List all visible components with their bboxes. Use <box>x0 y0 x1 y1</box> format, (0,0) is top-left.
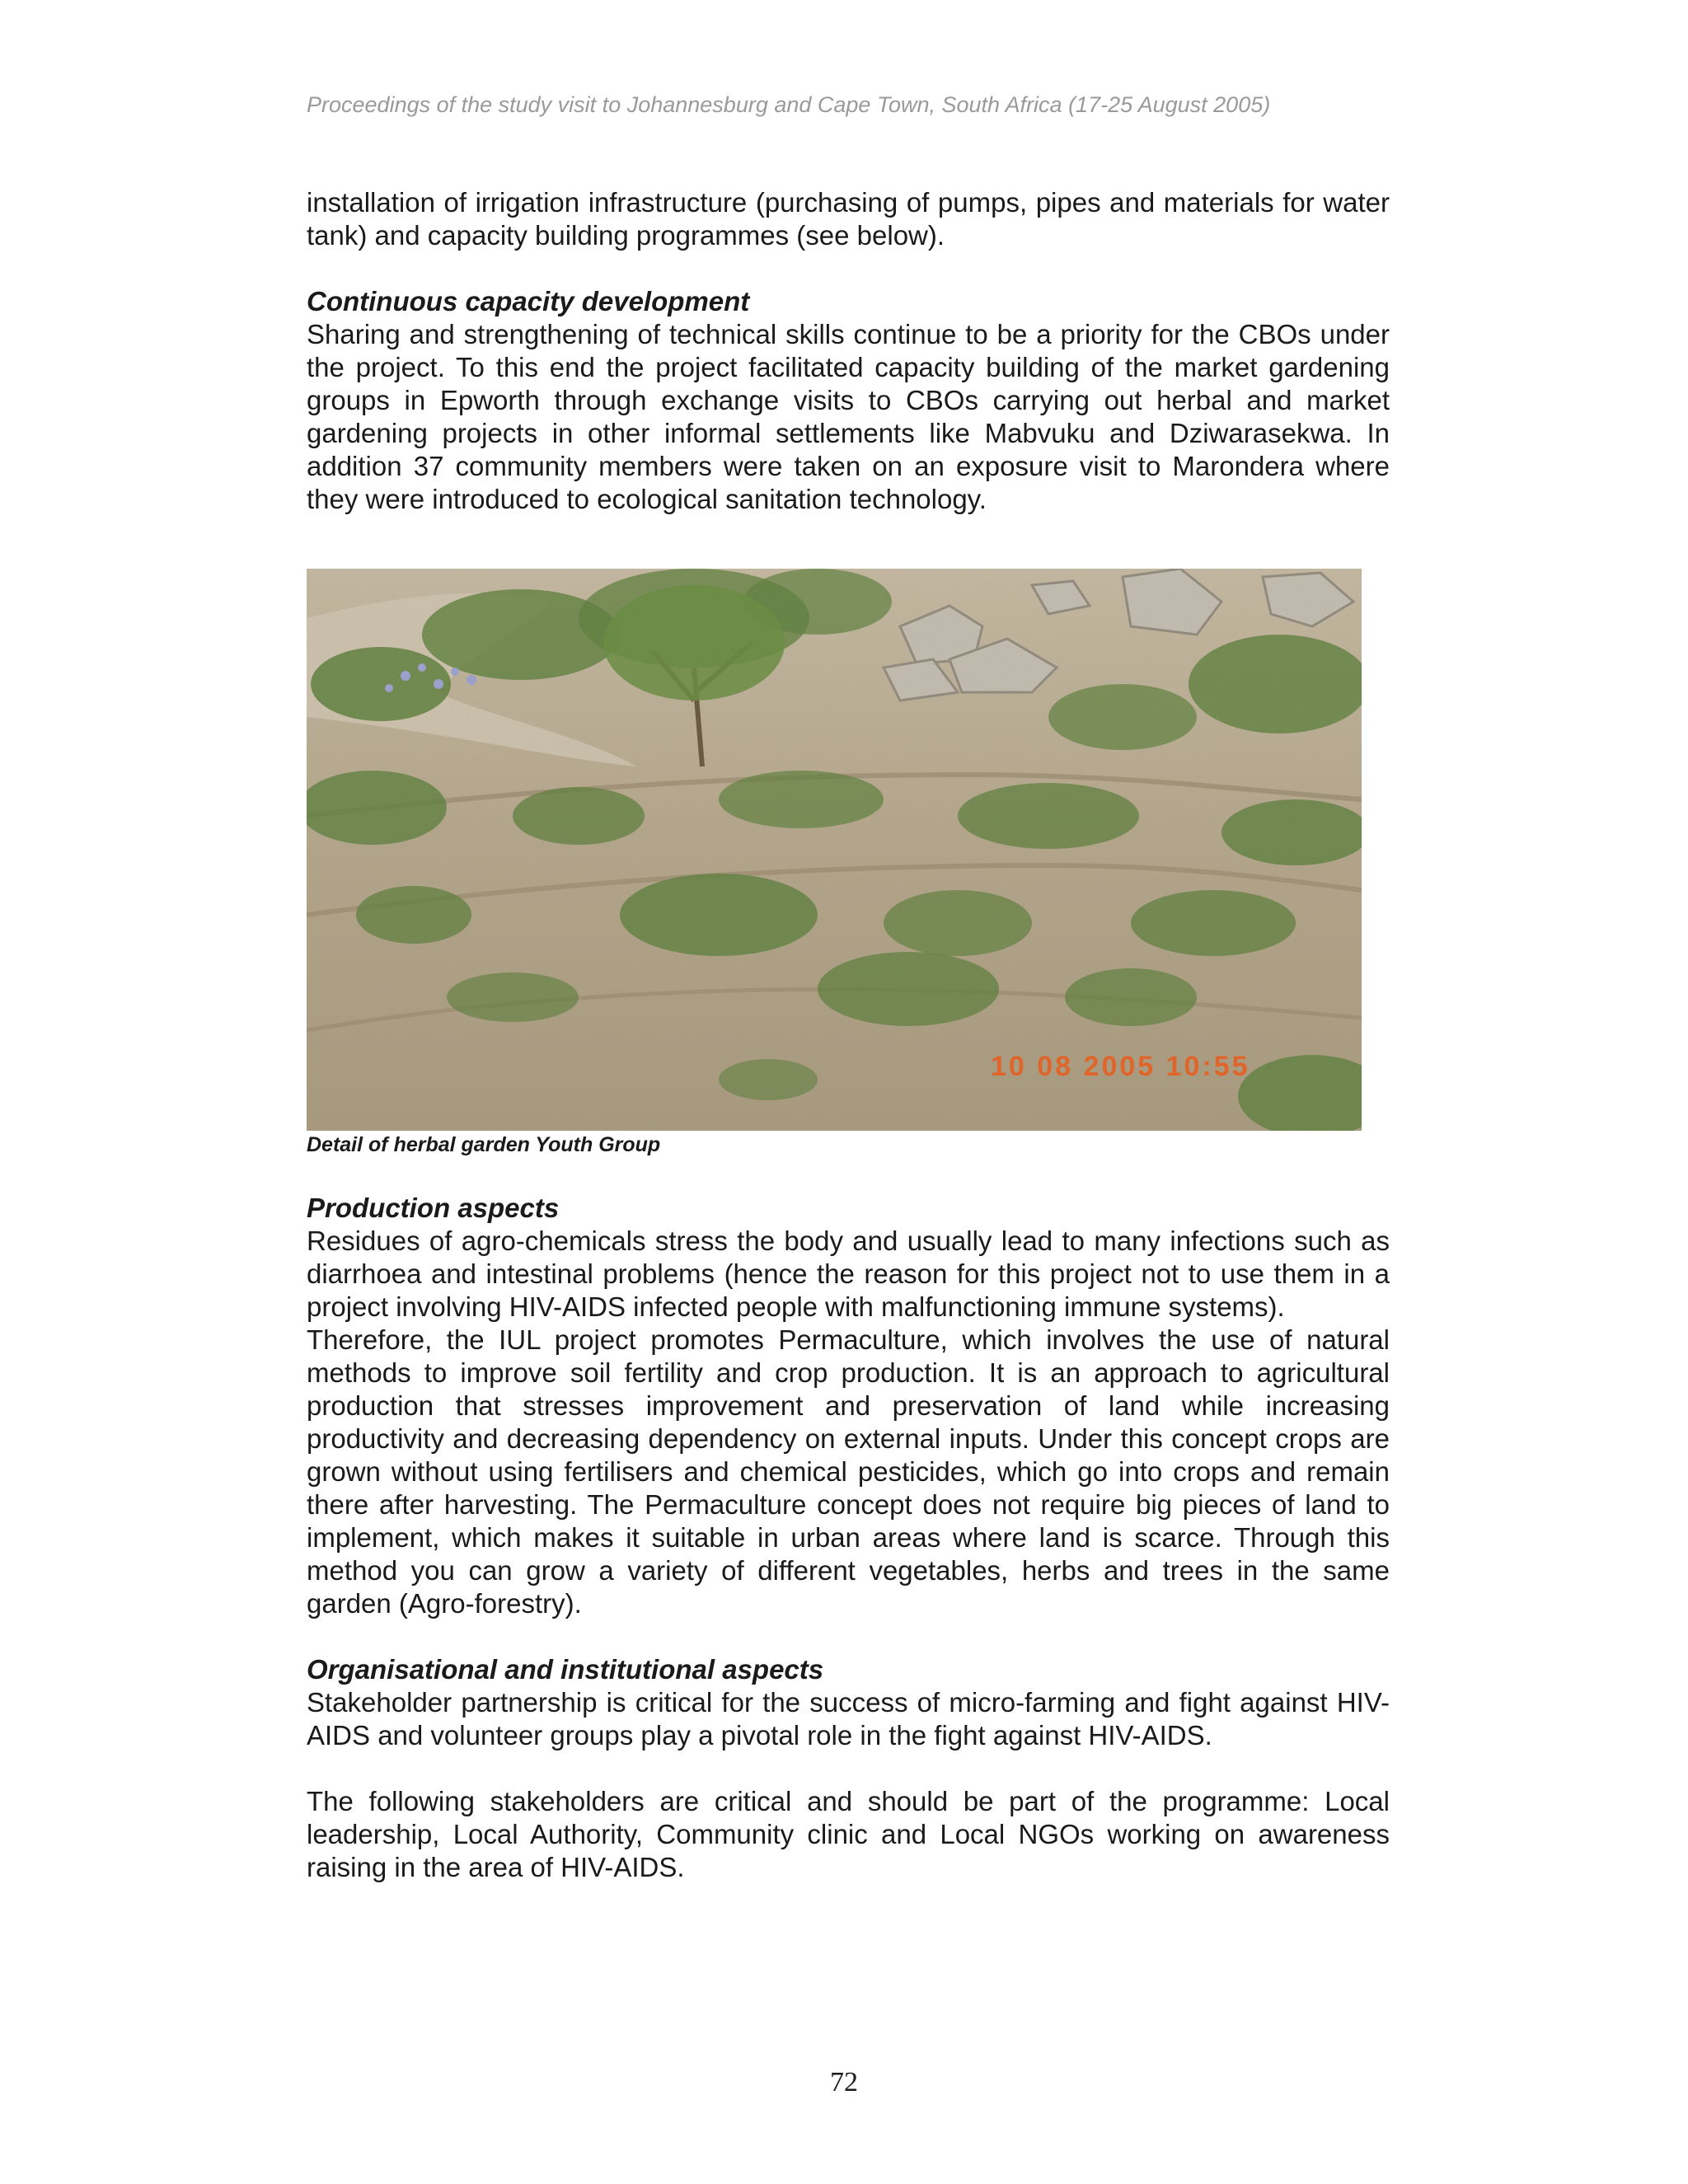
figure-caption: Detail of herbal garden Youth Group <box>307 1133 661 1156</box>
photo-date-stamp: 10 08 2005 10:55 <box>991 1051 1250 1082</box>
running-header: Proceedings of the study visit to Johannesburg and Cape Town, South Africa (17-25 August 2005) <box>307 92 1271 117</box>
intro-paragraph: installation of irrigation infrastructure (purchasing of pumps, pipes and materials for water tank) and capacity building programmes (see below). <box>307 187 1390 251</box>
capacity-heading: Continuous capacity development <box>307 286 750 316</box>
organisational-paragraph-2: The following stakeholders are critical and should be part of the programme: Local leadership, Local Authority, Community clinic and Local NGOs working on awareness raising in the area of HIV-AIDS. <box>307 1786 1390 1882</box>
page-number: 72 <box>830 2067 858 2097</box>
herbal-garden-photo <box>307 569 1362 1131</box>
organisational-paragraph-1: Stakeholder partnership is critical for the success of micro-farming and fight against HIV-AIDS and volunteer groups play a pivotal role in the fight against HIV-AIDS. <box>307 1687 1390 1750</box>
garden-figure <box>307 569 1362 1159</box>
production-paragraph-1: Residues of agro-chemicals stress the body and usually lead to many infections such as diarrhoea and intestinal problems (hence the reason for this project not to use them in a project involving HIV-AIDS infected people with malfunctioning immune systems). <box>307 1226 1390 1322</box>
production-paragraph-2: Therefore, the IUL project promotes Permaculture, which involves the use of natural methods to improve soil fertility and crop production. It is an approach to agricultural production that stresses improvement and preservation of land while increasing productivity and decreasing dependency on external inputs. Under this concept crops are grown without using fertilisers and chemical pesticides, which go into crops and remain there after harvesting. The Permaculture concept does not require big pieces of land to implement, which makes it suitable in urban areas where land is scarce. Through this method you can grow a variety of different vegetables, herbs and trees in the same garden (Agro-forestry). <box>307 1324 1390 1619</box>
page-body <box>307 186 1390 1884</box>
production-heading: Production aspects <box>307 1193 560 1223</box>
capacity-paragraph: Sharing and strengthening of technical skills continue to be a priority for the CBOs under the project. To this end the project facilitated capacity building of the market gardening groups in Epworth through exchange visits to CBOs carrying out herbal and market gardening projects in other informal settlements like Mabvuku and Dziwarasekwa. In addition 37 community members were taken on an exposure visit to Marondera where they were introduced to ecological sanitation technology. <box>307 319 1390 514</box>
organisational-heading: Organisational and institutional aspects <box>307 1654 824 1685</box>
